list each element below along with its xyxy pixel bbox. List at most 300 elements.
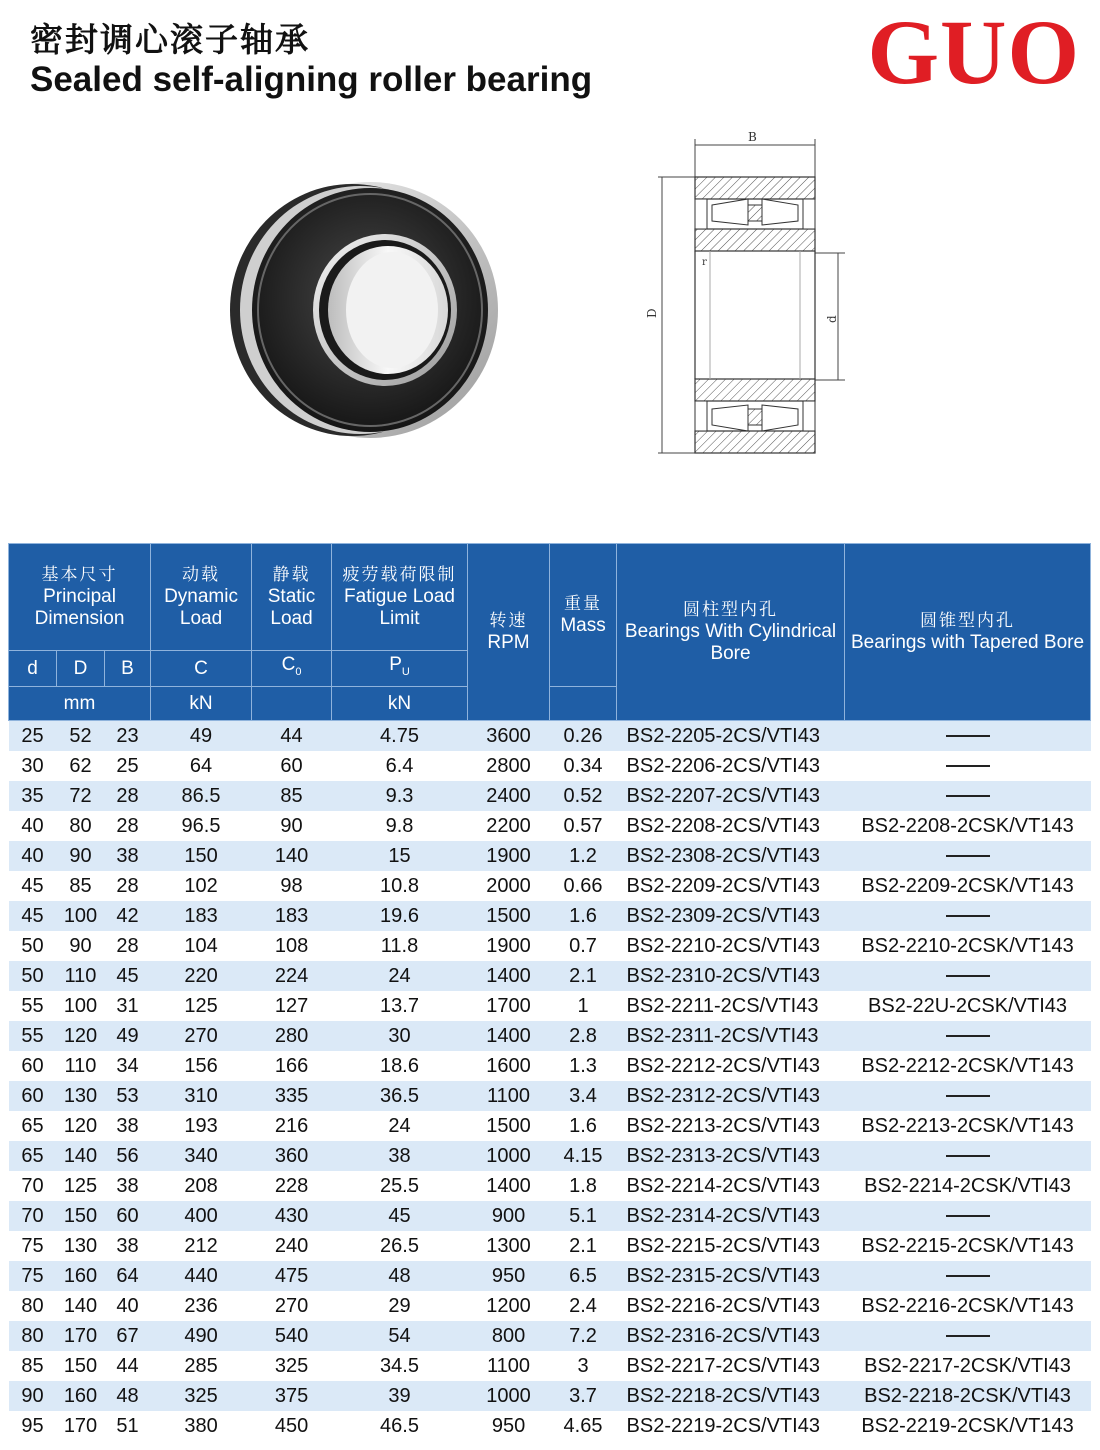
- cell-mass: 0.7: [550, 931, 617, 961]
- cell-B: 64: [105, 1261, 151, 1291]
- cell-B: 56: [105, 1141, 151, 1171]
- table-row: [9, 1021, 1091, 1051]
- cell-mass: 2.1: [550, 961, 617, 991]
- cell-Pu: 15: [332, 841, 468, 871]
- cell-tap: [845, 1321, 1091, 1351]
- cell-rpm: 1000: [468, 1381, 550, 1411]
- cell-C: 125: [151, 991, 252, 1021]
- cell-tap: [845, 1021, 1091, 1051]
- cell-C: 220: [151, 961, 252, 991]
- cell-mass: 1.8: [550, 1171, 617, 1201]
- cell-D: 90: [57, 931, 105, 961]
- cell-Pu: 13.7: [332, 991, 468, 1021]
- cell-d: 75: [9, 1261, 57, 1291]
- cell-C: 193: [151, 1111, 252, 1141]
- cell-tap: BS2-22U-2CSK/VTI43: [845, 991, 1091, 1021]
- cell-cyl: BS2-2313-2CS/VTI43: [617, 1141, 845, 1171]
- cell-tap: [845, 1081, 1091, 1111]
- cell-tap: BS2-2219-2CSK/VT143: [845, 1411, 1091, 1441]
- cell-d: 95: [9, 1411, 57, 1441]
- cell-cyl: BS2-2212-2CS/VTI43: [617, 1051, 845, 1081]
- cell-C0: 540: [252, 1321, 332, 1351]
- cell-d: 55: [9, 991, 57, 1021]
- cell-D: 130: [57, 1081, 105, 1111]
- cell-mass: 0.57: [550, 811, 617, 841]
- cell-D: 140: [57, 1291, 105, 1321]
- cell-cyl: BS2-2308-2CS/VTI43: [617, 841, 845, 871]
- cell-D: 170: [57, 1321, 105, 1351]
- cell-cyl: BS2-2206-2CS/VTI43: [617, 751, 845, 781]
- cell-tap: BS2-2208-2CSK/VT143: [845, 811, 1091, 841]
- empty-dash: [946, 1275, 990, 1277]
- cell-C: 49: [151, 721, 252, 752]
- cell-Pu: 26.5: [332, 1231, 468, 1261]
- cell-mass: 2.4: [550, 1291, 617, 1321]
- empty-dash: [946, 1155, 990, 1157]
- brand-logo: GUO: [867, 1, 1080, 103]
- cell-mass: 3.7: [550, 1381, 617, 1411]
- cell-C0: 44: [252, 721, 332, 752]
- cell-mass: 4.65: [550, 1411, 617, 1441]
- table-row: [9, 781, 1091, 811]
- cell-d: 55: [9, 1021, 57, 1051]
- dim-label-d: d: [825, 315, 839, 323]
- cell-B: 67: [105, 1321, 151, 1351]
- cell-mass: 2.1: [550, 1231, 617, 1261]
- cell-rpm: 1300: [468, 1231, 550, 1261]
- cell-mass: 6.5: [550, 1261, 617, 1291]
- cell-tap: BS2-2212-2CSK/VT143: [845, 1051, 1091, 1081]
- header-unit-kn-dynamic: kN: [151, 687, 252, 721]
- header-d: d: [9, 651, 57, 687]
- cell-mass: 0.34: [550, 751, 617, 781]
- header-C: C: [151, 651, 252, 687]
- cell-C: 325: [151, 1381, 252, 1411]
- cell-d: 50: [9, 931, 57, 961]
- empty-dash: [946, 795, 990, 797]
- cell-C0: 98: [252, 871, 332, 901]
- cell-rpm: 1700: [468, 991, 550, 1021]
- cell-Pu: 9.8: [332, 811, 468, 841]
- dim-label-r: r: [702, 257, 707, 268]
- cell-C: 102: [151, 871, 252, 901]
- cell-C0: 430: [252, 1201, 332, 1231]
- cell-mass: 5.1: [550, 1201, 617, 1231]
- cell-C0: 270: [252, 1291, 332, 1321]
- cell-rpm: 1900: [468, 841, 550, 871]
- bearing-spec-table: [8, 543, 1090, 1441]
- cell-C: 270: [151, 1021, 252, 1051]
- cell-d: 65: [9, 1111, 57, 1141]
- dim-label-B: B: [748, 130, 757, 144]
- cell-B: 60: [105, 1201, 151, 1231]
- cell-D: 120: [57, 1111, 105, 1141]
- header-principal-dimension: 基本尺寸 Principal Dimension: [9, 544, 151, 651]
- table-row: [9, 1261, 1091, 1291]
- empty-dash: [946, 1215, 990, 1217]
- cell-C: 183: [151, 901, 252, 931]
- cell-D: 100: [57, 991, 105, 1021]
- cell-d: 85: [9, 1351, 57, 1381]
- cell-Pu: 24: [332, 1111, 468, 1141]
- cell-D: 90: [57, 841, 105, 871]
- cell-B: 42: [105, 901, 151, 931]
- cell-mass: 2.8: [550, 1021, 617, 1051]
- cell-C: 340: [151, 1141, 252, 1171]
- table-row: [9, 1231, 1091, 1261]
- cell-Pu: 4.75: [332, 721, 468, 752]
- page-title-cn: 密封调心滚子轴承: [30, 20, 310, 59]
- cell-D: 160: [57, 1261, 105, 1291]
- cell-B: 25: [105, 751, 151, 781]
- cell-Pu: 19.6: [332, 901, 468, 931]
- cell-tap: BS2-2215-2CSK/VT143: [845, 1231, 1091, 1261]
- cell-Pu: 48: [332, 1261, 468, 1291]
- header-D: D: [57, 651, 105, 687]
- header-Pu: $P_U$: [332, 651, 468, 687]
- table-row: [9, 1111, 1091, 1141]
- table-row: [9, 1321, 1091, 1351]
- cell-C0: 280: [252, 1021, 332, 1051]
- header-unit-kn-fatigue: kN: [332, 687, 468, 721]
- cell-D: 80: [57, 811, 105, 841]
- cell-mass: 1.2: [550, 841, 617, 871]
- empty-dash: [946, 1335, 990, 1337]
- cell-tap: [845, 961, 1091, 991]
- cell-tap: [845, 721, 1091, 752]
- cell-C0: 108: [252, 931, 332, 961]
- cell-B: 38: [105, 1231, 151, 1261]
- cell-cyl: BS2-2316-2CS/VTI43: [617, 1321, 845, 1351]
- cell-tap: [845, 841, 1091, 871]
- cell-C: 96.5: [151, 811, 252, 841]
- cell-B: 44: [105, 1351, 151, 1381]
- cell-d: 45: [9, 871, 57, 901]
- cell-Pu: 38: [332, 1141, 468, 1171]
- table-row: [9, 721, 1091, 752]
- cell-tap: [845, 751, 1091, 781]
- cell-B: 53: [105, 1081, 151, 1111]
- cell-D: 130: [57, 1231, 105, 1261]
- cell-tap: BS2-2217-2CSK/VTI43: [845, 1351, 1091, 1381]
- cell-C0: 240: [252, 1231, 332, 1261]
- cell-C0: 127: [252, 991, 332, 1021]
- cell-cyl: BS2-2218-2CS/VTI43: [617, 1381, 845, 1411]
- table-row: [9, 1051, 1091, 1081]
- cell-Pu: 24: [332, 961, 468, 991]
- cell-cyl: BS2-2216-2CS/VTI43: [617, 1291, 845, 1321]
- cell-cyl: BS2-2213-2CS/VTI43: [617, 1111, 845, 1141]
- cell-Pu: 39: [332, 1381, 468, 1411]
- cell-D: 160: [57, 1381, 105, 1411]
- header-cylindrical-bore: 圆柱型内孔 Bearings With Cylindrical Bore: [617, 544, 845, 721]
- cell-cyl: BS2-2207-2CS/VTI43: [617, 781, 845, 811]
- cell-D: 100: [57, 901, 105, 931]
- cell-rpm: 2800: [468, 751, 550, 781]
- cell-Pu: 10.8: [332, 871, 468, 901]
- cell-B: 23: [105, 721, 151, 752]
- cell-cyl: BS2-2211-2CS/VTI43: [617, 991, 845, 1021]
- cell-C0: 183: [252, 901, 332, 931]
- cell-d: 45: [9, 901, 57, 931]
- table-row: [9, 1171, 1091, 1201]
- cell-d: 70: [9, 1171, 57, 1201]
- cell-cyl: BS2-2309-2CS/VTI43: [617, 901, 845, 931]
- cell-C: 86.5: [151, 781, 252, 811]
- cell-d: 25: [9, 721, 57, 752]
- cell-rpm: 1200: [468, 1291, 550, 1321]
- table-row: [9, 931, 1091, 961]
- empty-dash: [946, 1035, 990, 1037]
- cell-D: 150: [57, 1351, 105, 1381]
- cell-cyl: BS2-2312-2CS/VTI43: [617, 1081, 845, 1111]
- cell-tap: [845, 1201, 1091, 1231]
- cell-rpm: 1900: [468, 931, 550, 961]
- cell-B: 40: [105, 1291, 151, 1321]
- header-rpm: 转速 RPM: [468, 544, 550, 721]
- cell-mass: 1.6: [550, 901, 617, 931]
- table-row: [9, 1381, 1091, 1411]
- cell-tap: BS2-2209-2CSK/VT143: [845, 871, 1091, 901]
- cell-Pu: 30: [332, 1021, 468, 1051]
- table-row: [9, 1411, 1091, 1441]
- cell-rpm: 2400: [468, 781, 550, 811]
- cell-C: 208: [151, 1171, 252, 1201]
- cell-mass: 3.4: [550, 1081, 617, 1111]
- cell-C0: 450: [252, 1411, 332, 1441]
- cell-d: 30: [9, 751, 57, 781]
- table-row: [9, 841, 1091, 871]
- cell-Pu: 6.4: [332, 751, 468, 781]
- table-row: [9, 901, 1091, 931]
- cell-tap: BS2-2218-2CSK/VTI43: [845, 1381, 1091, 1411]
- cell-C0: 375: [252, 1381, 332, 1411]
- cell-rpm: 1600: [468, 1051, 550, 1081]
- cell-Pu: 45: [332, 1201, 468, 1231]
- cell-C: 236: [151, 1291, 252, 1321]
- table-row: [9, 961, 1091, 991]
- cell-rpm: 1500: [468, 1111, 550, 1141]
- cell-cyl: BS2-2214-2CS/VTI43: [617, 1171, 845, 1201]
- header-C0: $C_0$: [252, 651, 332, 687]
- cell-C0: 60: [252, 751, 332, 781]
- cell-rpm: 900: [468, 1201, 550, 1231]
- cell-B: 28: [105, 931, 151, 961]
- cell-mass: 1.6: [550, 1111, 617, 1141]
- cell-B: 48: [105, 1381, 151, 1411]
- cell-C: 400: [151, 1201, 252, 1231]
- cell-d: 80: [9, 1321, 57, 1351]
- dim-label-D: D: [645, 308, 659, 318]
- cell-C: 310: [151, 1081, 252, 1111]
- cell-B: 45: [105, 961, 151, 991]
- cell-D: 72: [57, 781, 105, 811]
- cell-tap: BS2-2210-2CSK/VT143: [845, 931, 1091, 961]
- page-title-en: Sealed self-aligning roller bearing: [30, 60, 593, 99]
- bearing-photo: [220, 170, 500, 440]
- cell-Pu: 46.5: [332, 1411, 468, 1441]
- cell-C: 104: [151, 931, 252, 961]
- cell-Pu: 25.5: [332, 1171, 468, 1201]
- cell-cyl: BS2-2215-2CS/VTI43: [617, 1231, 845, 1261]
- cell-rpm: 1400: [468, 961, 550, 991]
- cell-tap: [845, 1261, 1091, 1291]
- cell-d: 80: [9, 1291, 57, 1321]
- cell-cyl: BS2-2205-2CS/VTI43: [617, 721, 845, 752]
- header-unit-mass-blank: [550, 687, 617, 721]
- cell-B: 28: [105, 781, 151, 811]
- cell-B: 28: [105, 871, 151, 901]
- cell-C0: 475: [252, 1261, 332, 1291]
- cell-Pu: 9.3: [332, 781, 468, 811]
- cell-d: 50: [9, 961, 57, 991]
- cell-rpm: 1400: [468, 1021, 550, 1051]
- cell-C0: 360: [252, 1141, 332, 1171]
- cell-C0: 224: [252, 961, 332, 991]
- cell-rpm: 2000: [468, 871, 550, 901]
- cell-tap: [845, 1141, 1091, 1171]
- header-unit-blank: [252, 687, 332, 721]
- cell-tap: BS2-2216-2CSK/VT143: [845, 1291, 1091, 1321]
- empty-dash: [946, 855, 990, 857]
- cell-C0: 335: [252, 1081, 332, 1111]
- cell-mass: 1.3: [550, 1051, 617, 1081]
- cell-mass: 0.66: [550, 871, 617, 901]
- cell-d: 75: [9, 1231, 57, 1261]
- cell-rpm: 1000: [468, 1141, 550, 1171]
- cell-d: 60: [9, 1081, 57, 1111]
- bearing-cross-section-drawing: [640, 125, 870, 465]
- cell-D: 125: [57, 1171, 105, 1201]
- cell-B: 31: [105, 991, 151, 1021]
- cell-d: 35: [9, 781, 57, 811]
- empty-dash: [946, 735, 990, 737]
- cell-rpm: 950: [468, 1261, 550, 1291]
- cell-cyl: BS2-2210-2CS/VTI43: [617, 931, 845, 961]
- cell-C0: 166: [252, 1051, 332, 1081]
- cell-tap: [845, 781, 1091, 811]
- cell-d: 90: [9, 1381, 57, 1411]
- cell-Pu: 34.5: [332, 1351, 468, 1381]
- header-static-load: 静载 Static Load: [252, 544, 332, 651]
- cell-cyl: BS2-2208-2CS/VTI43: [617, 811, 845, 841]
- cell-C0: 140: [252, 841, 332, 871]
- cell-C: 212: [151, 1231, 252, 1261]
- header-B: B: [105, 651, 151, 687]
- cell-d: 40: [9, 811, 57, 841]
- cell-mass: 0.26: [550, 721, 617, 752]
- cell-D: 110: [57, 1051, 105, 1081]
- cell-C: 380: [151, 1411, 252, 1441]
- cell-d: 60: [9, 1051, 57, 1081]
- cell-C0: 216: [252, 1111, 332, 1141]
- cell-rpm: 1500: [468, 901, 550, 931]
- cell-rpm: 1400: [468, 1171, 550, 1201]
- cell-mass: 3: [550, 1351, 617, 1381]
- cell-d: 65: [9, 1141, 57, 1171]
- header-fatigue-load-limit: 疲劳载荷限制 Fatigue Load Limit: [332, 544, 468, 651]
- empty-dash: [946, 975, 990, 977]
- cell-rpm: 950: [468, 1411, 550, 1441]
- cell-C: 64: [151, 751, 252, 781]
- cell-B: 38: [105, 841, 151, 871]
- cell-Pu: 18.6: [332, 1051, 468, 1081]
- empty-dash: [946, 1095, 990, 1097]
- cell-C0: 325: [252, 1351, 332, 1381]
- cell-Pu: 36.5: [332, 1081, 468, 1111]
- cell-cyl: BS2-2311-2CS/VTI43: [617, 1021, 845, 1051]
- cell-cyl: BS2-2315-2CS/VTI43: [617, 1261, 845, 1291]
- table-row: [9, 1351, 1091, 1381]
- cell-C: 285: [151, 1351, 252, 1381]
- table-row: [9, 1081, 1091, 1111]
- cell-cyl: BS2-2219-2CS/VTI43: [617, 1411, 845, 1441]
- header-unit-mm: mm: [9, 687, 151, 721]
- cell-rpm: 800: [468, 1321, 550, 1351]
- table-row: [9, 751, 1091, 781]
- cell-mass: 1: [550, 991, 617, 1021]
- cell-tap: [845, 901, 1091, 931]
- cell-tap: BS2-2214-2CSK/VTI43: [845, 1171, 1091, 1201]
- cell-cyl: BS2-2209-2CS/VTI43: [617, 871, 845, 901]
- cell-C: 150: [151, 841, 252, 871]
- cell-d: 70: [9, 1201, 57, 1231]
- cell-Pu: 29: [332, 1291, 468, 1321]
- cell-d: 40: [9, 841, 57, 871]
- cell-cyl: BS2-2310-2CS/VTI43: [617, 961, 845, 991]
- empty-dash: [946, 915, 990, 917]
- cell-B: 38: [105, 1171, 151, 1201]
- cell-B: 49: [105, 1021, 151, 1051]
- cell-B: 38: [105, 1111, 151, 1141]
- cell-D: 140: [57, 1141, 105, 1171]
- cell-cyl: BS2-2314-2CS/VTI43: [617, 1201, 845, 1231]
- cell-D: 52: [57, 721, 105, 752]
- cell-Pu: 54: [332, 1321, 468, 1351]
- cell-rpm: 3600: [468, 721, 550, 752]
- table-row: [9, 1201, 1091, 1231]
- cell-mass: 4.15: [550, 1141, 617, 1171]
- table-row: [9, 991, 1091, 1021]
- cell-D: 150: [57, 1201, 105, 1231]
- cell-rpm: 1100: [468, 1351, 550, 1381]
- cell-mass: 7.2: [550, 1321, 617, 1351]
- table-row: [9, 1141, 1091, 1171]
- table-row: [9, 871, 1091, 901]
- cell-Pu: 11.8: [332, 931, 468, 961]
- cell-C: 156: [151, 1051, 252, 1081]
- table-row: [9, 811, 1091, 841]
- cell-rpm: 1100: [468, 1081, 550, 1111]
- cell-tap: BS2-2213-2CSK/VT143: [845, 1111, 1091, 1141]
- table-row: [9, 1291, 1091, 1321]
- header-mass: 重量 Mass: [550, 544, 617, 687]
- cell-cyl: BS2-2217-2CS/VTI43: [617, 1351, 845, 1381]
- empty-dash: [946, 765, 990, 767]
- cell-D: 85: [57, 871, 105, 901]
- cell-B: 51: [105, 1411, 151, 1441]
- header-dynamic-load: 动载 Dynamic Load: [151, 544, 252, 651]
- cell-C: 490: [151, 1321, 252, 1351]
- cell-D: 120: [57, 1021, 105, 1051]
- cell-D: 62: [57, 751, 105, 781]
- cell-C: 440: [151, 1261, 252, 1291]
- cell-C0: 228: [252, 1171, 332, 1201]
- cell-D: 170: [57, 1411, 105, 1441]
- header-tapered-bore: 圆锥型内孔 Bearings with Tapered Bore: [845, 544, 1091, 721]
- cell-C0: 90: [252, 811, 332, 841]
- cell-rpm: 2200: [468, 811, 550, 841]
